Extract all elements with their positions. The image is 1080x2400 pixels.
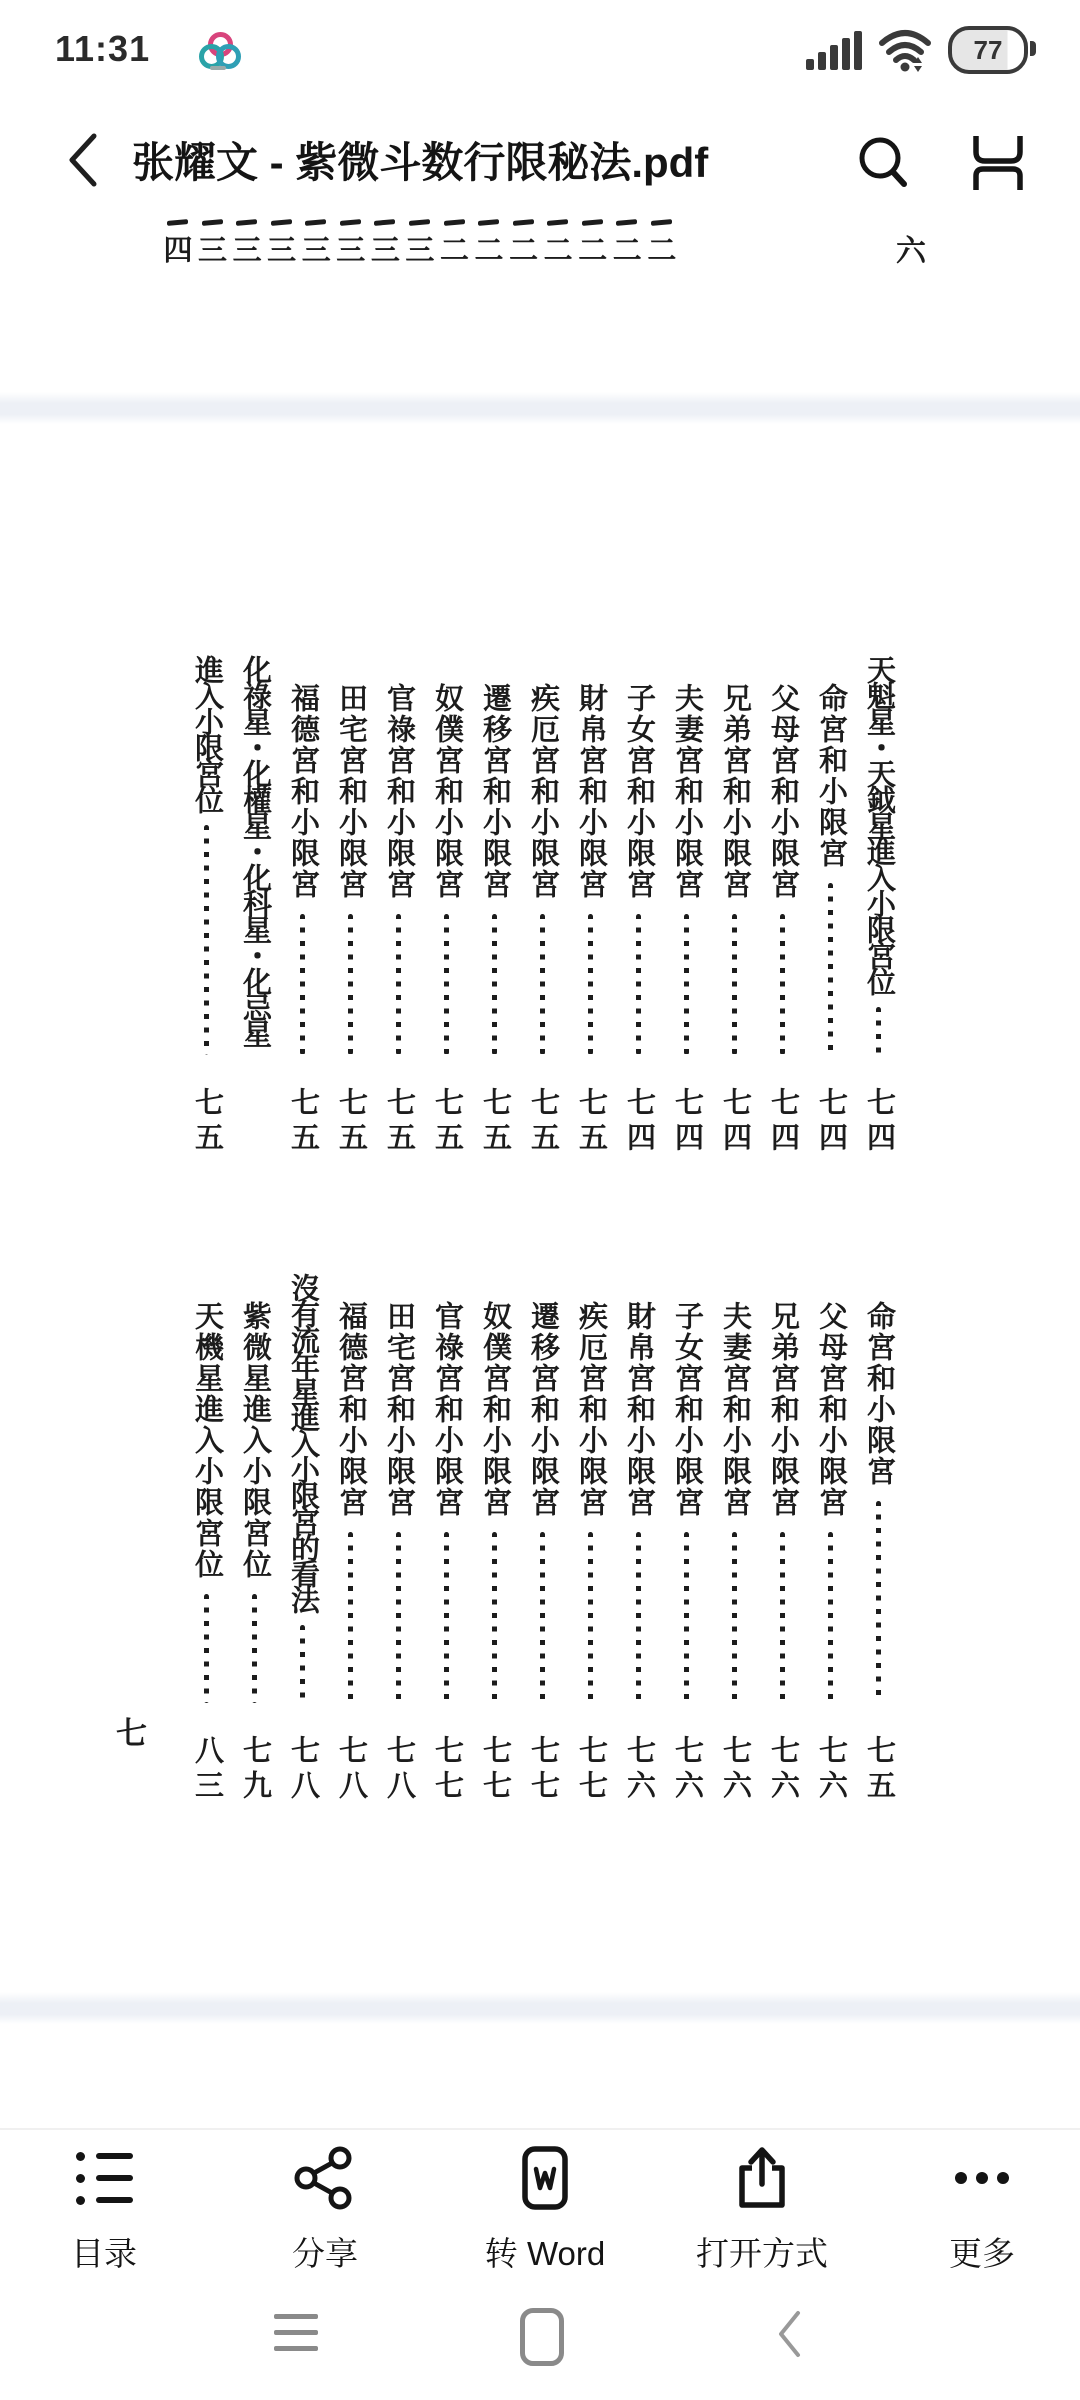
back-icon[interactable] (776, 2310, 802, 2358)
clipped-page-number: 二 (542, 218, 574, 268)
battery-percent: 77 (973, 34, 1003, 65)
system-nav-bar (0, 2306, 1080, 2400)
share-icon (293, 2146, 357, 2210)
toc-entry (623, 655, 654, 1157)
toc-entry (719, 655, 750, 1157)
clipped-page-number: 三 (231, 218, 263, 268)
toc-entry-page: 七五 (527, 1087, 559, 1157)
signal-icon (806, 30, 862, 70)
toc-entry (863, 655, 894, 1157)
app-header (0, 100, 1080, 220)
clipped-page-number: 三 (197, 218, 229, 268)
clipped-page-number: 三 (300, 218, 332, 268)
search-icon (852, 130, 916, 194)
toc-entry-title: 疾厄宮和小限宮 (527, 683, 559, 900)
dot-leader (671, 1532, 702, 1703)
open-with-icon (730, 2146, 794, 2210)
dot-leader (287, 1625, 318, 1703)
page-separator (0, 392, 1080, 424)
toc-entry-title: 疾厄宮和小限宮 (575, 1301, 607, 1518)
toc-entry-page: 七七 (527, 1735, 559, 1805)
search-button[interactable] (852, 130, 916, 194)
toc-entry (287, 1273, 318, 1805)
toc-entry-title: 財帛宮和小限宮 (623, 1301, 655, 1518)
toc-entry (335, 655, 366, 1157)
toc-entry-title: 夫妻宮和小限宮 (671, 683, 703, 900)
dot-leader (575, 914, 606, 1055)
toc-entry (239, 1273, 270, 1805)
dot-leader (767, 914, 798, 1055)
clipped-page-number: 三 (266, 218, 298, 268)
toc-entry-title: 命宮和小限宮 (815, 683, 847, 869)
toc-entry-page: 七四 (767, 1087, 799, 1157)
toc-entry (479, 655, 510, 1157)
back-icon (66, 132, 100, 188)
toc-entry-title: 命宮和小限宮 (863, 1301, 895, 1487)
toc-entry-title: 沒有流年星進入小限宮的看法 (287, 1273, 319, 1611)
clipped-page-number: 四 (162, 218, 194, 268)
dot-leader (431, 1532, 462, 1703)
back-button[interactable] (66, 132, 106, 188)
dot-leader (479, 1532, 510, 1703)
dot-leader (719, 914, 750, 1055)
toc-entry (527, 1273, 558, 1805)
toc-entry-title: 遷移宮和小限宮 (527, 1301, 559, 1518)
prev-page-folio: 六 (896, 235, 926, 268)
dot-leader (623, 914, 654, 1055)
toc-entry (479, 1273, 510, 1805)
toc-entry-title: 兄弟宮和小限宮 (719, 683, 751, 900)
toc-entry (767, 1273, 798, 1805)
toc-entry (383, 1273, 414, 1805)
wifi-icon (878, 27, 932, 73)
toc-entry-title: 化祿星・化權星・化科星・化忌星 (239, 655, 271, 1045)
clipped-page-number: 三 (369, 218, 401, 268)
share-button[interactable] (245, 2146, 405, 2275)
toc-button-label: 目录 (71, 2235, 137, 2272)
toc-entry-page: 七八 (287, 1735, 319, 1805)
convert-word-button[interactable] (465, 2146, 625, 2275)
dot-leader (863, 1501, 894, 1703)
open-with-button[interactable] (682, 2146, 842, 2275)
toc-list-icon (76, 2146, 133, 2210)
toc-entry-page: 七八 (335, 1735, 367, 1805)
toc-entry-page: 七六 (815, 1735, 847, 1805)
toc-entry-page: 七八 (383, 1735, 415, 1805)
toc-entry (719, 1273, 750, 1805)
toc-entry-page: 七五 (431, 1087, 463, 1157)
clipped-page-number: 二 (508, 218, 540, 268)
toc-entry-page: 七五 (287, 1087, 319, 1157)
toc-entry-title: 天魁星・天鉞星進入小限宮位 (863, 655, 895, 993)
toc-entry (191, 1273, 222, 1805)
toc-entry (431, 655, 462, 1157)
clock: 11:31 (55, 28, 151, 69)
toc-entry-title: 遷移宮和小限宮 (479, 683, 511, 900)
prev-page-number-row (162, 218, 678, 268)
toc-entry-page: 七五 (863, 1735, 895, 1805)
home-icon[interactable] (520, 2308, 564, 2366)
dot-leader (767, 1532, 798, 1703)
toc-entry-title: 奴僕宮和小限宮 (479, 1301, 511, 1518)
clipped-page-number: 二 (473, 218, 505, 268)
toc-section-1 (174, 655, 894, 1157)
toc-button[interactable] (24, 2146, 184, 2275)
toc-entry-page: 七五 (575, 1087, 607, 1157)
dot-leader (191, 1594, 222, 1703)
dot-leader (191, 825, 222, 1055)
toc-entry-page: 七五 (479, 1087, 511, 1157)
toc-entry (767, 655, 798, 1157)
dot-leader (815, 1532, 846, 1703)
dot-leader (815, 883, 846, 1055)
dot-leader (335, 914, 366, 1055)
convert-word-label: 转 Word (484, 2235, 606, 2272)
toc-entry-title: 官祿宮和小限宮 (431, 1301, 463, 1518)
document-title: 张耀文 - 紫微斗数行限秘法.pdf (132, 139, 709, 186)
toc-entry-page: 七五 (383, 1087, 415, 1157)
toc-entry-page: 七四 (623, 1087, 655, 1157)
toc-entry-page: 七六 (767, 1735, 799, 1805)
toc-entry-page: 七五 (191, 1087, 223, 1157)
dot-leader (527, 1532, 558, 1703)
toc-entry-title: 財帛宮和小限宮 (575, 683, 607, 900)
toc-entry-title: 紫微星進入小限宮位 (239, 1301, 271, 1580)
toc-entry-page: 八三 (191, 1735, 223, 1805)
toc-entry-title: 進入小限宮位 (191, 655, 223, 811)
clipped-page-number: 三 (335, 218, 367, 268)
clipped-page-number: 二 (611, 218, 643, 268)
toc-entry (623, 1273, 654, 1805)
dot-leader (287, 914, 318, 1055)
pdf-viewport[interactable] (0, 220, 1080, 2128)
toc-entry-title: 田宅宮和小限宮 (335, 683, 367, 900)
dot-leader (335, 1532, 366, 1703)
toc-entry-title: 子女宮和小限宮 (623, 683, 655, 900)
toc-entry (575, 655, 606, 1157)
open-with-label: 打开方式 (696, 2235, 828, 2272)
toc-entry (191, 655, 222, 1157)
toc-entry (287, 655, 318, 1157)
share-button-label: 分享 (292, 2235, 358, 2272)
dot-leader (383, 1532, 414, 1703)
toc-entry-page: 七六 (623, 1735, 655, 1805)
app-notification-icon (198, 30, 238, 70)
dot-leader (239, 1594, 270, 1703)
toc-entry-page: 七四 (671, 1087, 703, 1157)
more-icon (950, 2146, 1014, 2210)
page-separator (0, 1992, 1080, 2024)
toc-entry (815, 655, 846, 1157)
bottom-toolbar (0, 2128, 1080, 2308)
word-convert-icon (513, 2146, 577, 2210)
toc-entry-title: 福德宮和小限宮 (335, 1301, 367, 1518)
toc-entry (671, 1273, 702, 1805)
dot-leader (527, 914, 558, 1055)
toc-entry-page: 七六 (671, 1735, 703, 1805)
toc-entry (671, 655, 702, 1157)
toc-entry-title: 夫妻宮和小限宮 (719, 1301, 751, 1518)
status-bar (0, 22, 1080, 78)
toc-entry (575, 1273, 606, 1805)
toc-entry-page: 七七 (479, 1735, 511, 1805)
dot-leader (671, 914, 702, 1055)
toc-entry-page: 七四 (815, 1087, 847, 1157)
toc-entry-page: 七五 (335, 1087, 367, 1157)
clipped-page-number: 二 (646, 218, 678, 268)
toc-entry-title: 兄弟宮和小限宮 (767, 1301, 799, 1518)
toc-entry-title: 奴僕宮和小限宮 (431, 683, 463, 900)
page-folio: 七 (116, 1716, 147, 1751)
toc-entry-page: 七七 (431, 1735, 463, 1805)
toc-entry-page: 七四 (863, 1087, 895, 1157)
fit-screen-icon (968, 134, 1028, 192)
toc-entry-page: 七九 (239, 1735, 271, 1805)
fit-screen-button[interactable] (968, 134, 1032, 194)
battery-icon (948, 26, 1028, 74)
dot-leader (575, 1532, 606, 1703)
toc-entry (335, 1273, 366, 1805)
toc-entry-title: 官祿宮和小限宮 (383, 683, 415, 900)
dot-leader (479, 914, 510, 1055)
toc-entry-title: 子女宮和小限宮 (671, 1301, 703, 1518)
toc-entry-page: 七四 (719, 1087, 751, 1157)
toc-section-2 (174, 1273, 894, 1805)
toc-entry (527, 655, 558, 1157)
dot-leader (239, 1059, 270, 1125)
toc-entry-title: 天機星進入小限宮位 (191, 1301, 223, 1580)
clipped-page-number: 二 (439, 218, 471, 268)
recent-apps-icon[interactable] (274, 2314, 318, 2351)
clipped-page-number: 三 (404, 218, 436, 268)
toc-entry-page: 七七 (575, 1735, 607, 1805)
toc-entry-page: 七六 (719, 1735, 751, 1805)
clipped-page-number: 二 (577, 218, 609, 268)
toc-entry-title: 福德宮和小限宮 (287, 683, 319, 900)
dot-leader (719, 1532, 750, 1703)
toc-entry (815, 1273, 846, 1805)
more-button-label: 更多 (949, 2235, 1015, 2272)
toc-entry-title: 田宅宮和小限宮 (383, 1301, 415, 1518)
dot-leader (383, 914, 414, 1055)
dot-leader (623, 1532, 654, 1703)
toc-entry-title: 父母宮和小限宮 (767, 683, 799, 900)
toc-entry (863, 1273, 894, 1805)
more-button[interactable] (902, 2146, 1062, 2275)
dot-leader (863, 1007, 894, 1055)
dot-leader (431, 914, 462, 1055)
toc-entry-title: 父母宮和小限宮 (815, 1301, 847, 1518)
toc-entry (431, 1273, 462, 1805)
toc-entry (239, 655, 270, 1157)
toc-entry (383, 655, 414, 1157)
